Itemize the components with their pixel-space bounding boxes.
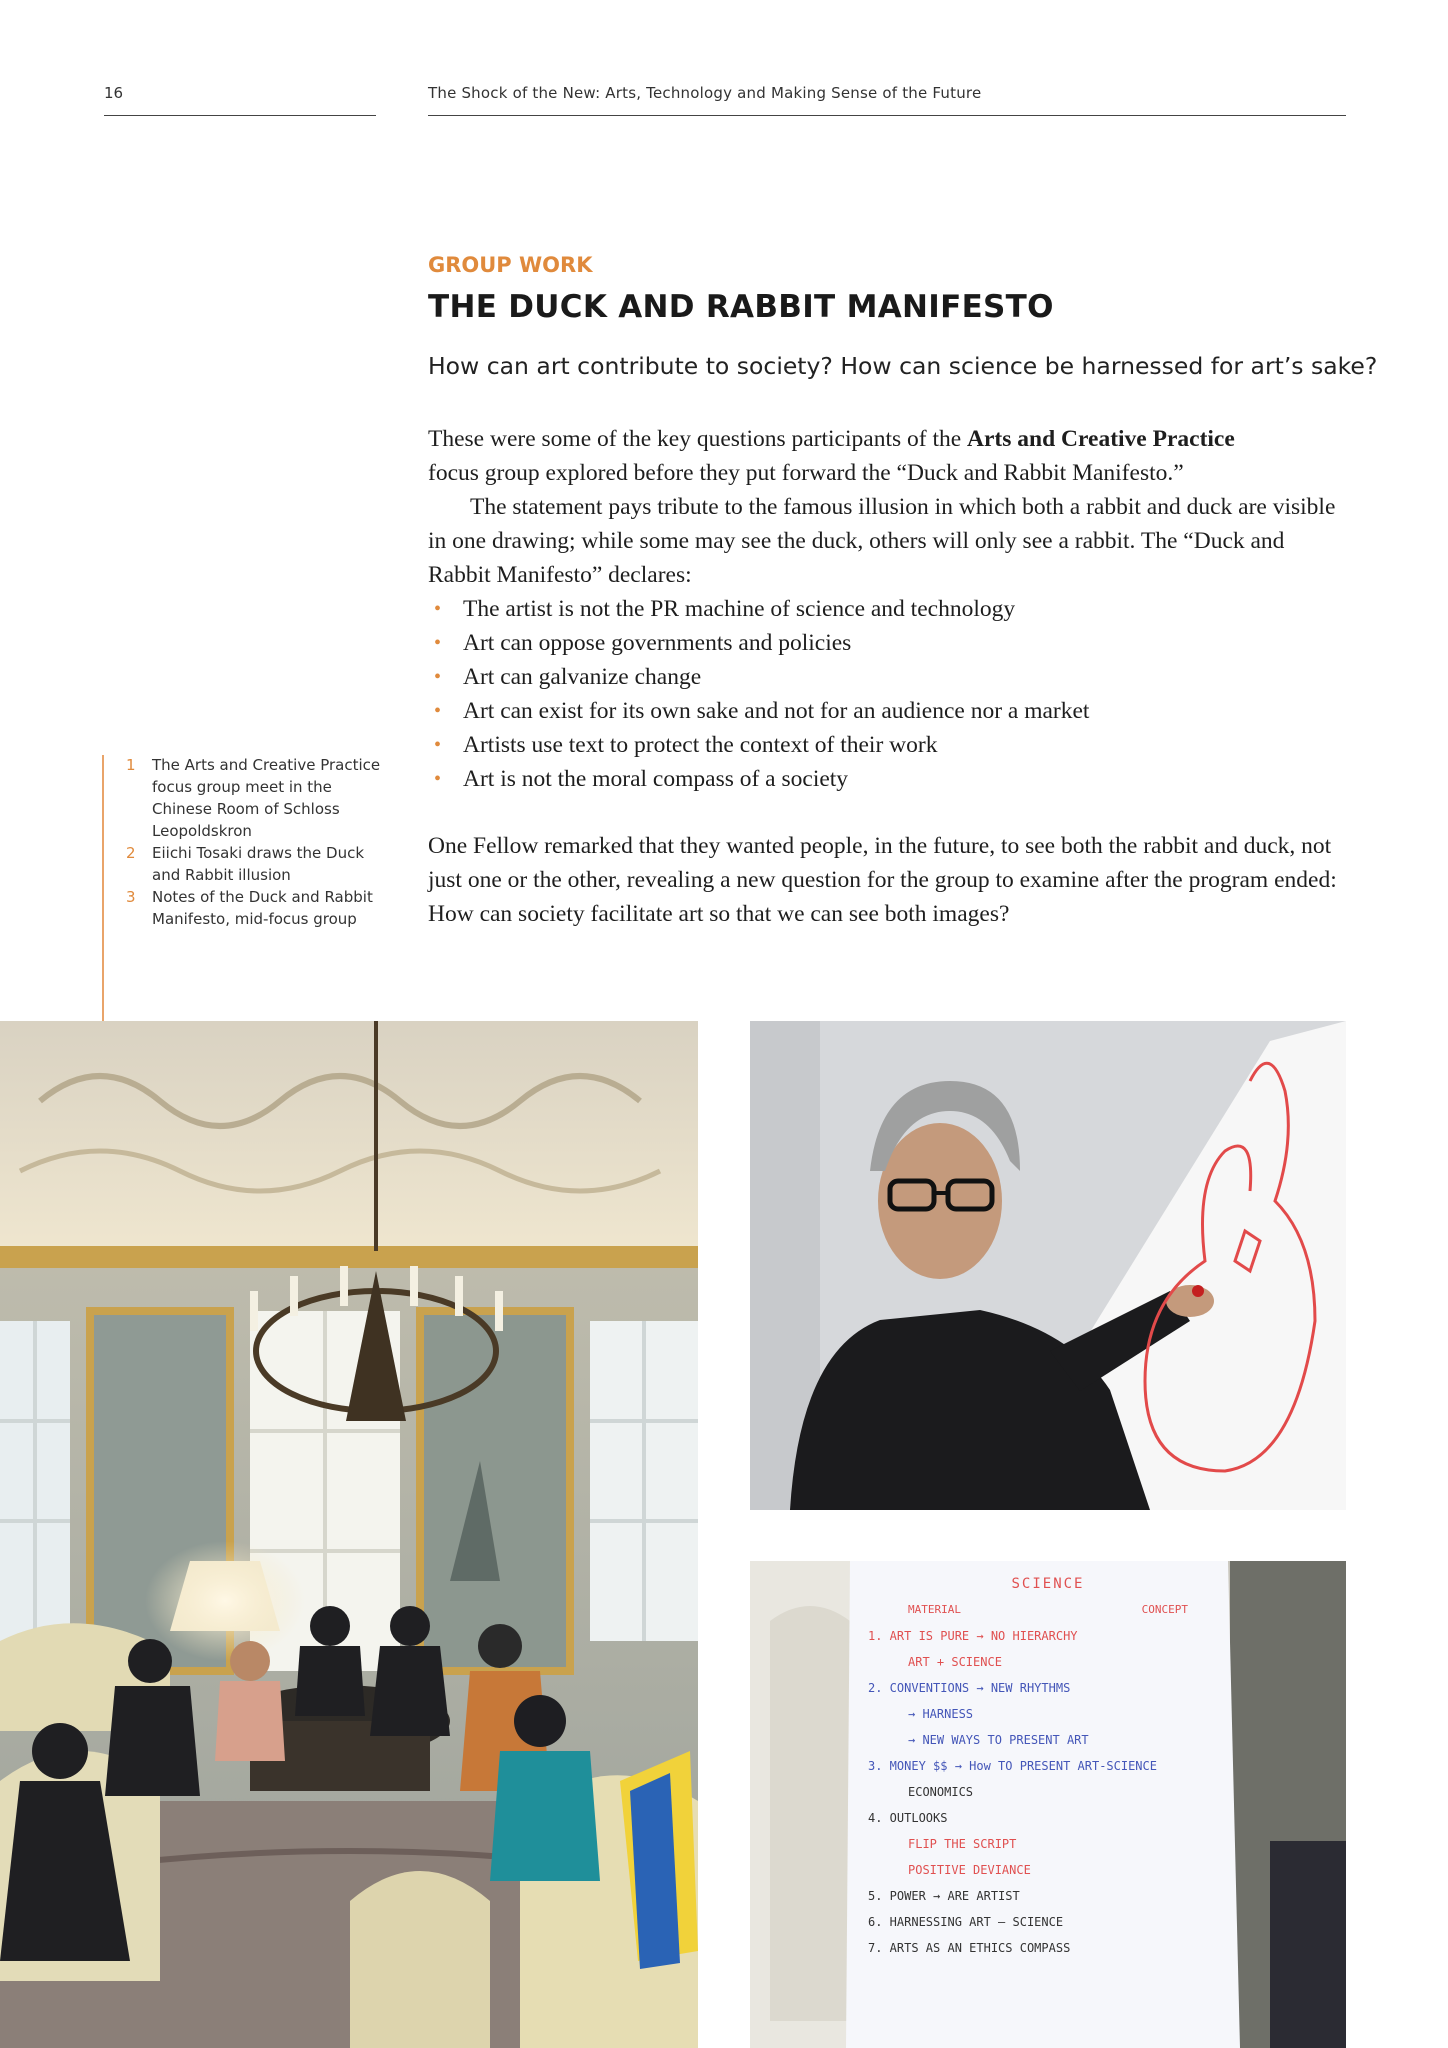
list-item-text: Art can galvanize change [463, 664, 702, 690]
caption-text: Notes of the Duck and Rabbit Manifesto, mid-focus group [152, 888, 373, 928]
caption-number: 2 [126, 844, 136, 862]
list-item-text: Art can oppose governments and policies [463, 630, 852, 656]
article-body [428, 422, 1346, 796]
flipchart-line: ECONOMICS [908, 1785, 974, 1799]
section-kicker: GROUP WORK [428, 253, 593, 277]
paragraph-statement: The statement pays tribute to the famous illusion in which both a rabbit and duck are visible in one drawing; while some may see the duck, others will only see a rabbit. The “Duck and Rabbit Manifesto” declares: [428, 494, 1336, 588]
flipchart-line: ART + SCIENCE [908, 1655, 1002, 1669]
paragraph-intro [428, 422, 1346, 490]
header-rule-right [428, 115, 1346, 116]
list-item [428, 626, 1346, 660]
caption-item [122, 754, 387, 842]
article-lede: How can art contribute to society? How can science be harnessed for art’s sake? [428, 352, 1378, 380]
header-rule-left [104, 115, 376, 116]
bullet-icon: • [434, 598, 442, 620]
caption-rule [102, 755, 104, 1021]
flipchart-lines [868, 1623, 1228, 1961]
flipchart-line: 2. CONVENTIONS → NEW RHYTHMS [868, 1681, 1071, 1695]
list-item [428, 762, 1346, 796]
article-title: THE DUCK AND RABBIT MANIFESTO [428, 289, 1054, 325]
caption-item [122, 886, 387, 930]
flipchart-line: → HARNESS [908, 1707, 974, 1721]
list-item-text: Art is not the moral compass of a society [463, 766, 849, 792]
flipchart-line: 7. ARTS AS AN ETHICS COMPASS [868, 1941, 1071, 1955]
manifesto-list [428, 592, 1346, 796]
list-item [428, 694, 1346, 728]
running-title: The Shock of the New: Arts, Technology and Making Sense of the Future [428, 84, 982, 102]
focus-group-name: Arts and Creative Practice [967, 426, 1235, 452]
flipchart-text [868, 1571, 1228, 1961]
list-item [428, 660, 1346, 694]
list-item [428, 728, 1346, 762]
paragraph-intro-text: These were some of the key questions participants of the [428, 426, 968, 452]
bullet-icon: • [434, 700, 442, 722]
photo-duck-rabbit-drawing [750, 1021, 1346, 1510]
photo-flipchart-notes [750, 1561, 1346, 2048]
bullet-icon: • [434, 734, 442, 756]
flipchart-heading: SCIENCE [1011, 1576, 1085, 1592]
flipchart-line: FLIP THE SCRIPT [908, 1837, 1017, 1851]
list-item-text: Art can exist for its own sake and not for an audience nor a market [463, 698, 1090, 724]
bullet-icon: • [434, 666, 442, 688]
paragraph-closing: One Fellow remarked that they wanted people, in the future, to see both the rabbit and duck, not just one or the other, revealing a new question for the group to examine after the program ended: How can society facilitate art so that we can see both images? [428, 833, 1337, 927]
flipchart-line: 5. POWER → ARE ARTIST [868, 1889, 1020, 1903]
list-item-text: Artists use text to protect the context of their work [463, 732, 938, 758]
list-item-text: The artist is not the PR machine of science and technology [463, 596, 1016, 622]
flipchart-line: 1. ART IS PURE → NO HIERARCHY [868, 1629, 1078, 1643]
flipchart-line: 6. HARNESSING ART — SCIENCE [868, 1915, 1064, 1929]
caption-text: Eiichi Tosaki draws the Duck and Rabbit illusion [152, 844, 365, 884]
bullet-icon: • [434, 632, 442, 654]
flipchart-line: 4. OUTLOOKS [868, 1811, 948, 1825]
flipchart-line: 3. MONEY $$ → How TO PRESENT ART-SCIENCE [868, 1759, 1157, 1773]
caption-text: The Arts and Creative Practice focus group meet in the Chinese Room of Schloss Leopoldskron [152, 756, 381, 840]
page-number: 16 [104, 84, 124, 102]
flipchart-branches [868, 1597, 1228, 1623]
bullet-icon: • [434, 768, 442, 790]
caption-item [122, 842, 387, 886]
flipchart-line: POSITIVE DEVIANCE [908, 1863, 1031, 1877]
list-item [428, 592, 1346, 626]
photo-captions [122, 754, 387, 930]
flipchart-concept: CONCEPT [1141, 1603, 1188, 1616]
flipchart-material: MATERIAL [908, 1603, 961, 1616]
photo-chinese-room [0, 1021, 698, 2048]
caption-number: 3 [126, 888, 136, 906]
caption-number: 1 [126, 756, 136, 774]
paragraph-intro-continued: focus group explored before they put forward the “Duck and Rabbit Manifesto.” [428, 460, 1184, 486]
flipchart-line: → NEW WAYS TO PRESENT ART [908, 1733, 1089, 1747]
